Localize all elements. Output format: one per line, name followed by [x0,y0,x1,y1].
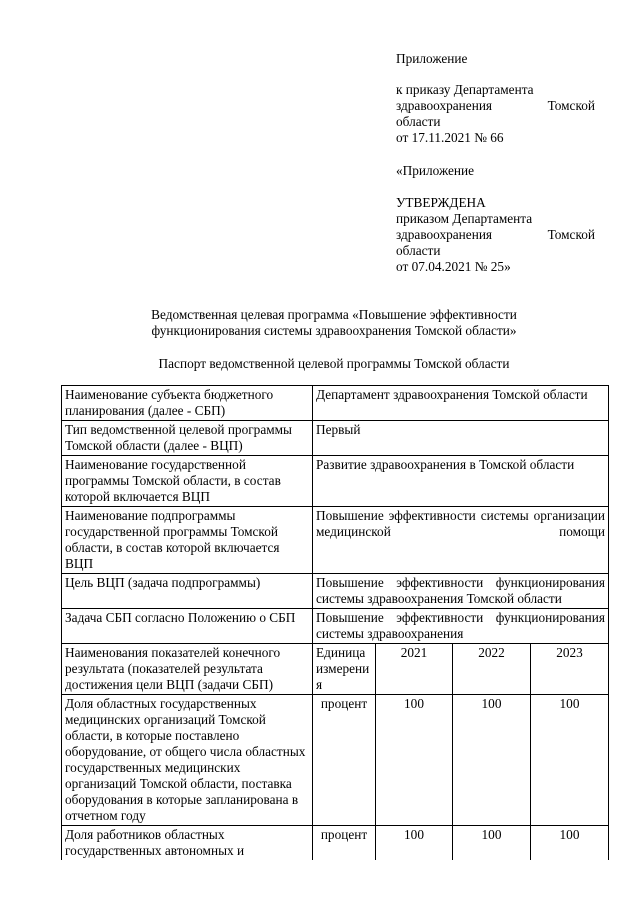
approved-block [396,195,595,275]
year-header-2022: 2022 [453,644,531,695]
appendix-quote: «Приложение [396,163,475,178]
approved-date: от 07.04.2021 № 25» [396,259,511,274]
appendix-title: Приложение [396,51,468,66]
passport-table [61,385,609,860]
year-header-2021: 2021 [376,644,453,695]
indicator-value-2021: 100 [376,695,453,826]
table-row [62,386,609,421]
indicator-row [62,695,609,826]
row-label: Наименование государственной программы Томской области, в состав которой включается ВЦП [62,456,313,507]
row-label: Наименование подпрограммы государственной программы Томской области, в состав которой включается ВЦП [62,507,313,574]
order-line-3: области [396,114,441,129]
row-value: Повышение эффективности функционирования системы здравоохранения Томской области [313,574,609,609]
indicator-unit: процент [313,826,376,861]
row-value: Развитие здравоохранения в Томской области [313,456,609,507]
row-label: Задача СБП согласно Положению о СБП [62,609,313,644]
year-header-2023: 2023 [531,644,609,695]
approved-by-line-1: приказом Департамента [396,211,533,226]
indicator-label: Доля областных государственных медицинских организаций Томской области, в которые поставлено оборудование, от общего числа областных государственных медицинских организаций Томской области, поставка оборудования в которые запланирована в отчетном году [62,695,313,826]
indicator-value-2022: 100 [453,826,531,861]
row-label: Цель ВЦП (задача подпрограммы) [62,574,313,609]
row-label: Тип ведомственной целевой программы Томской области (далее - ВЦП) [62,421,313,456]
indicator-row [62,826,609,861]
passport-title: Паспорт ведомственной целевой программы Томской области [158,356,510,371]
approved-by-line-3: области [396,243,441,258]
row-label: Наименование субъекта бюджетного планирования (далее - СБП) [62,386,313,421]
order-reference [396,82,595,146]
table-row [62,507,609,574]
order-date: от 17.11.2021 № 66 [396,130,504,145]
row-value: Первый [313,421,609,456]
indicator-header-label: Наименования показателей конечного результата (показателей результата достижения цели ВЦП (задачи СБП) [62,644,313,695]
indicator-header-row [62,644,609,695]
indicator-value-2022: 100 [453,695,531,826]
indicator-label: Доля работников областных государственных автономных и [62,826,313,861]
table-row [62,609,609,644]
indicator-unit: процент [313,695,376,826]
row-value: Повышение эффективности функционирования системы здравоохранения [313,609,609,644]
indicator-value-2021: 100 [376,826,453,861]
appendix-quote-block [396,163,595,179]
unit-header: Единица измерения [313,644,376,695]
table-row [62,574,609,609]
approved-by-line-2: здравоохранения Томской [396,227,595,242]
indicator-value-2023: 100 [531,826,609,861]
approval-block [396,51,595,67]
order-line-1: к приказу Департамента [396,82,534,97]
indicator-value-2023: 100 [531,695,609,826]
row-value: Повышение эффективности системы организации медицинской помощи [313,507,609,574]
order-line-2: здравоохранения Томской [396,98,595,113]
program-title: Ведомственная целевая программа «Повышение эффективности функционирования системы здравоохранения Томской области» [151,307,517,338]
approved-heading: УТВЕРЖДЕНА [396,195,486,210]
table-row [62,421,609,456]
row-value: Департамент здравоохранения Томской области [313,386,609,421]
table-row [62,456,609,507]
